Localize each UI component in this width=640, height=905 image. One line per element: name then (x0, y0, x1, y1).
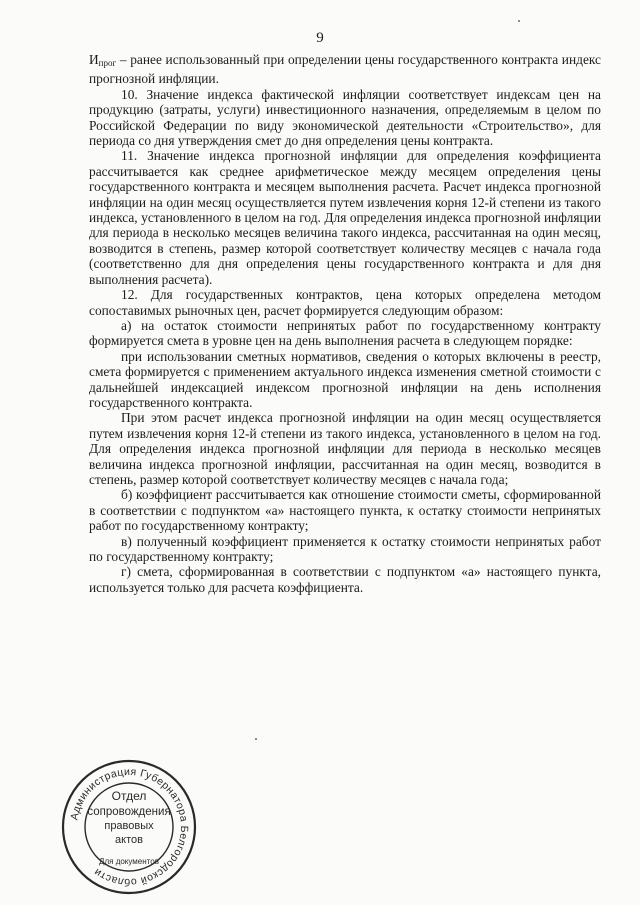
paragraph-text: ранее использованный при определении цены государственного контракта индекс прогнозной инфляции. (89, 52, 601, 87)
stamp-line-3: правовых (104, 820, 154, 832)
paragraph-monthly-index: При этом расчет индекса прогнозной инфляции на один месяц осуществляется путем извлечения корня 12-й степени из такого индекса, установленного в целом на год. Для определения индекса прогнозной инфляции для периода в несколько месяцев величина индекса прогнозной инфляции, рассчитанная на один месяц, возводится в степень, размер которой соответствует количеству месяцев с начала года; (89, 410, 601, 487)
scan-speck (518, 20, 520, 22)
document-body (89, 52, 601, 595)
paragraph-subitem-a: а) на остаток стоимости непринятых работ по государственному контракту формируется смета в уровне цен на день выполнения расчета в следующем порядке: (89, 317, 601, 349)
department-stamp (58, 756, 200, 898)
index-symbol: И (89, 52, 99, 67)
paragraph-item-12: 12. Для государственных контрактов, цена которых определена методом сопоставимых рыночных цен, расчет формируется следующим образом: (89, 287, 601, 318)
stamp-ring-text: Администрация Губернатора Белгородской области (68, 765, 191, 889)
paragraph-subitem-g: г) смета, сформированная в соответствии с подпунктом «а» настоящего пункта, используется только для расчета коэффициента. (89, 564, 601, 595)
paragraph-estimate-norms: при использовании сметных нормативов, сведения о которых включены в реестр, смета формируется с применением актуального индекса изменения сметной стоимости с дальнейшей индексацией индексом прогнозной инфляции на день исполнения государственного контракта. (89, 348, 601, 410)
dash: – (116, 52, 131, 67)
page-number: 9 (316, 30, 324, 46)
paragraph-item-11: 11. Значение индекса прогнозной инфляции для определения коэффициента рассчитывается как среднее арифметическое между месяцем определения цены государственного контракта и месяцем выполнения расчета. Расчет индекса прогнозной инфляции на один месяц осуществляется путем извлечения корня 12-й степени из такого индекса, установленного в целом на год. Для определения индекса прогнозной инфляции для периода в несколько месяцев величина такого индекса, рассчитанная на один месяц, возводится в степень, размер которой соответствует количеству месяцев с начала года (соответственно для дня определения цены государственного контракта и для дня выполнения расчета). (89, 148, 601, 287)
scan-speck (255, 738, 257, 740)
paragraph-subitem-v: в) полученный коэффициент применяется к остатку стоимости непринятых работ по государственному контракту; (89, 533, 601, 564)
stamp-line-4: актов (115, 834, 143, 846)
stamp-bottom-text: Для документов (99, 857, 159, 866)
stamp-line-1: Отдел (111, 789, 147, 803)
paragraph-index-definition (89, 52, 601, 87)
paragraph-item-10: 10. Значение индекса фактической инфляции соответствует индексам цен на продукцию (затраты, услуги) инвестиционного назначения, определяемым в целом по Российской Федерации по виду экономической деятельности «Строительство», для периода со дня утверждения смет до дня определения цены контракта. (89, 86, 601, 149)
index-subscript: прог (98, 58, 117, 68)
stamp-line-2: сопровождения (87, 806, 171, 818)
paragraph-subitem-b: б) коэффициент рассчитывается как отношение стоимости сметы, сформированной в соответствии с подпунктом «а» настоящего пункта, к остатку стоимости непринятых работ по государственному контракту; (89, 487, 601, 534)
